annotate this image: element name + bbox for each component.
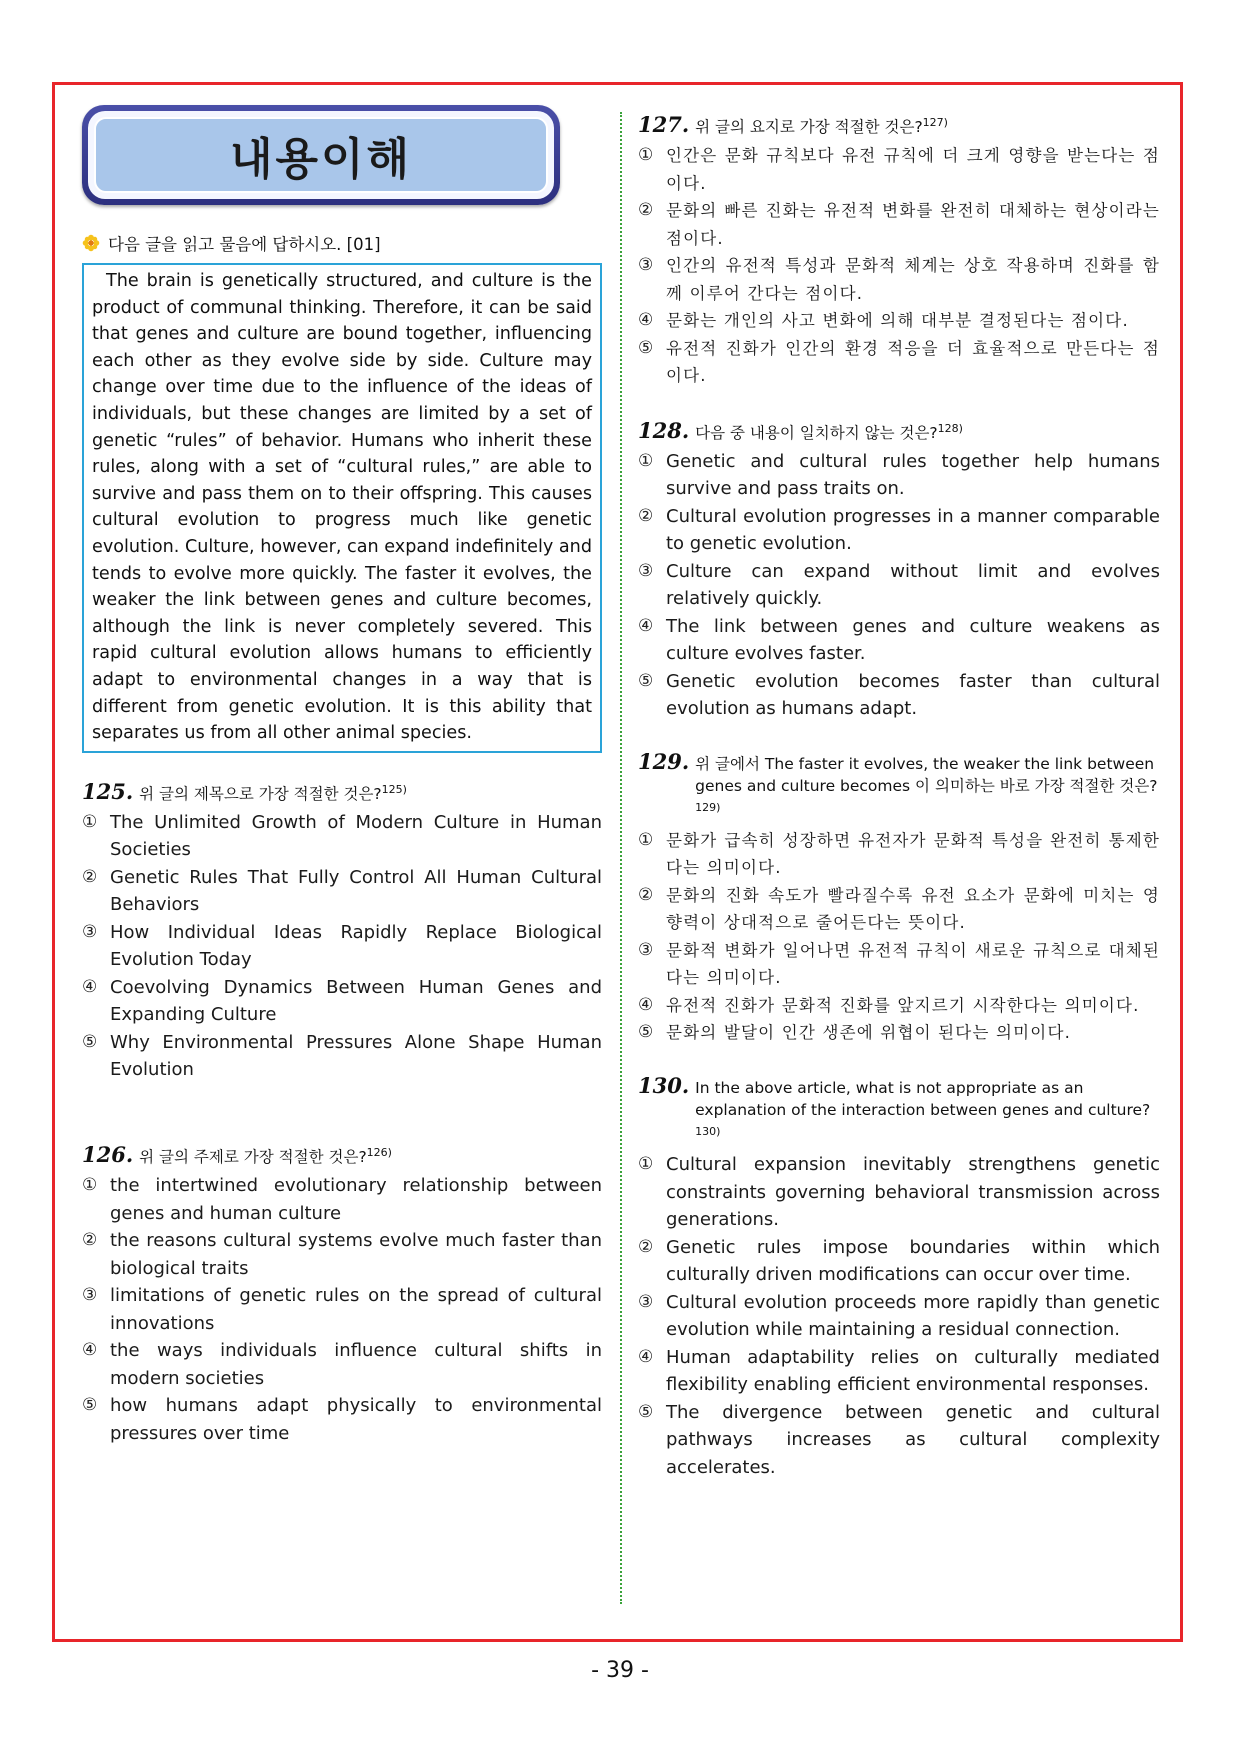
answer-option[interactable]: ② Cultural evolution progresses in a manner comparable to genetic evolution. — [638, 505, 1160, 555]
answer-options — [82, 809, 602, 1084]
question-128 — [638, 418, 1160, 723]
answer-option[interactable]: ① 인간은 문화 규칙보다 유전 규칙에 더 크게 영향을 받는다는 점이다. — [638, 145, 1160, 193]
section-title: 내용이해 — [229, 134, 412, 185]
question-130 — [638, 1072, 1160, 1481]
answer-option[interactable]: ① Genetic and cultural rules together help humans survive and pass traits on. — [638, 450, 1160, 500]
footnote-ref: 127) — [922, 116, 948, 129]
reading-passage — [82, 263, 602, 753]
answer-option[interactable]: ③ 인간의 유전적 특성과 문화적 체계는 상호 작용하며 진화를 함께 이루어 간다는 점이다. — [638, 255, 1160, 303]
answer-option[interactable]: ④ 문화는 개인의 사고 변화에 의해 대부분 결정된다는 점이다. — [638, 310, 1129, 331]
answer-option[interactable]: ① 문화가 급속히 성장하면 유전자가 문화적 특성을 완전히 통제한다는 의미이다. — [638, 829, 1160, 878]
answer-option[interactable]: ① The Unlimited Growth of Modern Culture in Human Societies — [82, 811, 602, 861]
question-127 — [638, 112, 1160, 390]
question-prompt: 다음 중 내용이 일치하지 않는 것은? — [695, 423, 938, 442]
answer-option[interactable]: ④ the ways individuals influence cultural shifts in modern societies — [82, 1340, 602, 1389]
answer-options — [638, 827, 1160, 1047]
answer-option[interactable]: ③ Cultural evolution proceeds more rapidly than genetic evolution while maintaining a residual connection. — [638, 1291, 1160, 1341]
column-divider — [620, 112, 622, 1604]
answer-option[interactable]: ⑤ Genetic evolution becomes faster than cultural evolution as humans adapt. — [638, 670, 1160, 720]
answer-options — [638, 1151, 1160, 1481]
instruction — [82, 231, 602, 255]
flower-icon — [82, 234, 100, 252]
question-125 — [82, 779, 602, 1084]
right-column — [638, 112, 1160, 1481]
answer-option[interactable]: ② Genetic rules impose boundaries within which culturally driven modifications can occur over time. — [638, 1236, 1160, 1286]
answer-option[interactable]: ④ The link between genes and culture weakens as culture evolves faster. — [638, 615, 1160, 665]
page-number: - 39 - — [591, 1658, 649, 1683]
answer-option[interactable]: ② the reasons cultural systems evolve much faster than biological traits — [82, 1230, 602, 1279]
answer-option[interactable]: ⑤ The divergence between genetic and cultural pathways increases as cultural complexity accelerates. — [638, 1401, 1160, 1478]
question-prompt: 위 글의 주제로 가장 적절한 것은? — [139, 1148, 367, 1166]
answer-options — [638, 448, 1160, 723]
question-prompt: 위 글의 요지로 가장 적절한 것은? — [695, 118, 923, 137]
question-prompt: 위 글의 제목으로 가장 적절한 것은? — [139, 784, 382, 803]
question-prompt: 위 글에서 The faster it evolves, the weaker the link between genes and culture becomes 이 의미하는 바로 가장 적절한 것은? — [695, 754, 1158, 795]
answer-option[interactable]: ④ Human adaptability relies on culturally mediated flexibility enabling efficient environmental responses. — [638, 1346, 1160, 1396]
footnote-ref: 128) — [937, 421, 963, 435]
answer-option[interactable]: ④ Coevolving Dynamics Between Human Genes and Expanding Culture — [82, 976, 602, 1026]
answer-options — [82, 1172, 602, 1447]
answer-option[interactable]: ⑤ 문화의 발달이 인간 생존에 위협이 된다는 의미이다. — [638, 1022, 1072, 1043]
footnote-ref: 125) — [381, 782, 407, 796]
passage-text: The brain is genetically structured, and culture is the product of communal thinking. Therefore, it can be said that genes and culture are bound together, influencing each other as they evolve side by side. Culture may change over time due to the influence of the ideas of individuals, but these changes are limited by a set of genetic “rules” of behavior. Humans who inherit these rules, along with a set of “cultural rules,” are able to survive and pass them on to their offspring. This causes cultural evolution to progress much like genetic evolution. Culture, however, can expand indefinitely and tends to evolve more quickly. The faster it evolves, the weaker the link between genes and culture becomes, although the link is never completely severed. This rapid cultural evolution allows humans to efficiently adapt to environmental changes in a way that is different from genetic evolution. It is this ability that separates us from all other animal species. — [92, 271, 592, 744]
answer-option[interactable]: ① the intertwined evolutionary relationship between genes and human culture — [82, 1175, 602, 1224]
question-number: 129. — [638, 748, 690, 774]
question-number: 127. — [638, 112, 690, 138]
question-prompt: In the above article, what is not appropriate as an explanation of the interaction between genes and culture? — [695, 1078, 1151, 1119]
answer-option[interactable]: ② 문화의 빠른 진화는 유전적 변화를 완전히 대체하는 현상이라는 점이다. — [638, 200, 1160, 248]
answer-option[interactable]: ⑤ Why Environmental Pressures Alone Shape Human Evolution — [82, 1031, 602, 1081]
footnote-ref: 126) — [366, 1145, 392, 1159]
answer-option[interactable]: ① Cultural expansion inevitably strengthens genetic constraints governing behavioral transmission across generations. — [638, 1154, 1160, 1231]
footnote-ref: 129) — [695, 800, 721, 814]
question-number: 126. — [82, 1142, 134, 1167]
question-number: 130. — [638, 1072, 690, 1098]
answer-option[interactable]: ③ 문화적 변화가 일어나면 유전적 규칙이 새로운 규칙으로 대체된다는 의미이다. — [638, 939, 1160, 988]
answer-option[interactable]: ② 문화의 진화 속도가 빨라질수록 유전 요소가 문화에 미치는 영향력이 상대적으로 줄어든다는 뜻이다. — [638, 884, 1160, 933]
section-banner — [82, 105, 560, 205]
question-number: 125. — [82, 778, 134, 804]
answer-option[interactable]: ⑤ how humans adapt physically to environmental pressures over time — [82, 1395, 602, 1444]
answer-option[interactable]: ⑤ 유전적 진화가 인간의 환경 적응을 더 효율적으로 만든다는 점이다. — [638, 337, 1160, 386]
left-column — [82, 105, 602, 1447]
question-129 — [638, 748, 1160, 1047]
answer-option[interactable]: ③ Culture can expand without limit and evolves relatively quickly. — [638, 560, 1160, 610]
answer-option[interactable]: ③ How Individual Ideas Rapidly Replace Biological Evolution Today — [82, 921, 602, 971]
question-number: 128. — [638, 417, 690, 443]
answer-option[interactable]: ③ limitations of genetic rules on the spread of cultural innovations — [82, 1285, 602, 1334]
answer-options — [638, 142, 1160, 390]
footnote-ref: 130) — [695, 1124, 721, 1138]
question-126 — [82, 1142, 602, 1447]
instruction-text: 다음 글을 읽고 물음에 답하시오. [01] — [108, 235, 381, 254]
answer-option[interactable]: ② Genetic Rules That Fully Control All Human Cultural Behaviors — [82, 866, 602, 916]
answer-option[interactable]: ④ 유전적 진화가 문화적 진화를 앞지르기 시작한다는 의미이다. — [638, 994, 1140, 1015]
